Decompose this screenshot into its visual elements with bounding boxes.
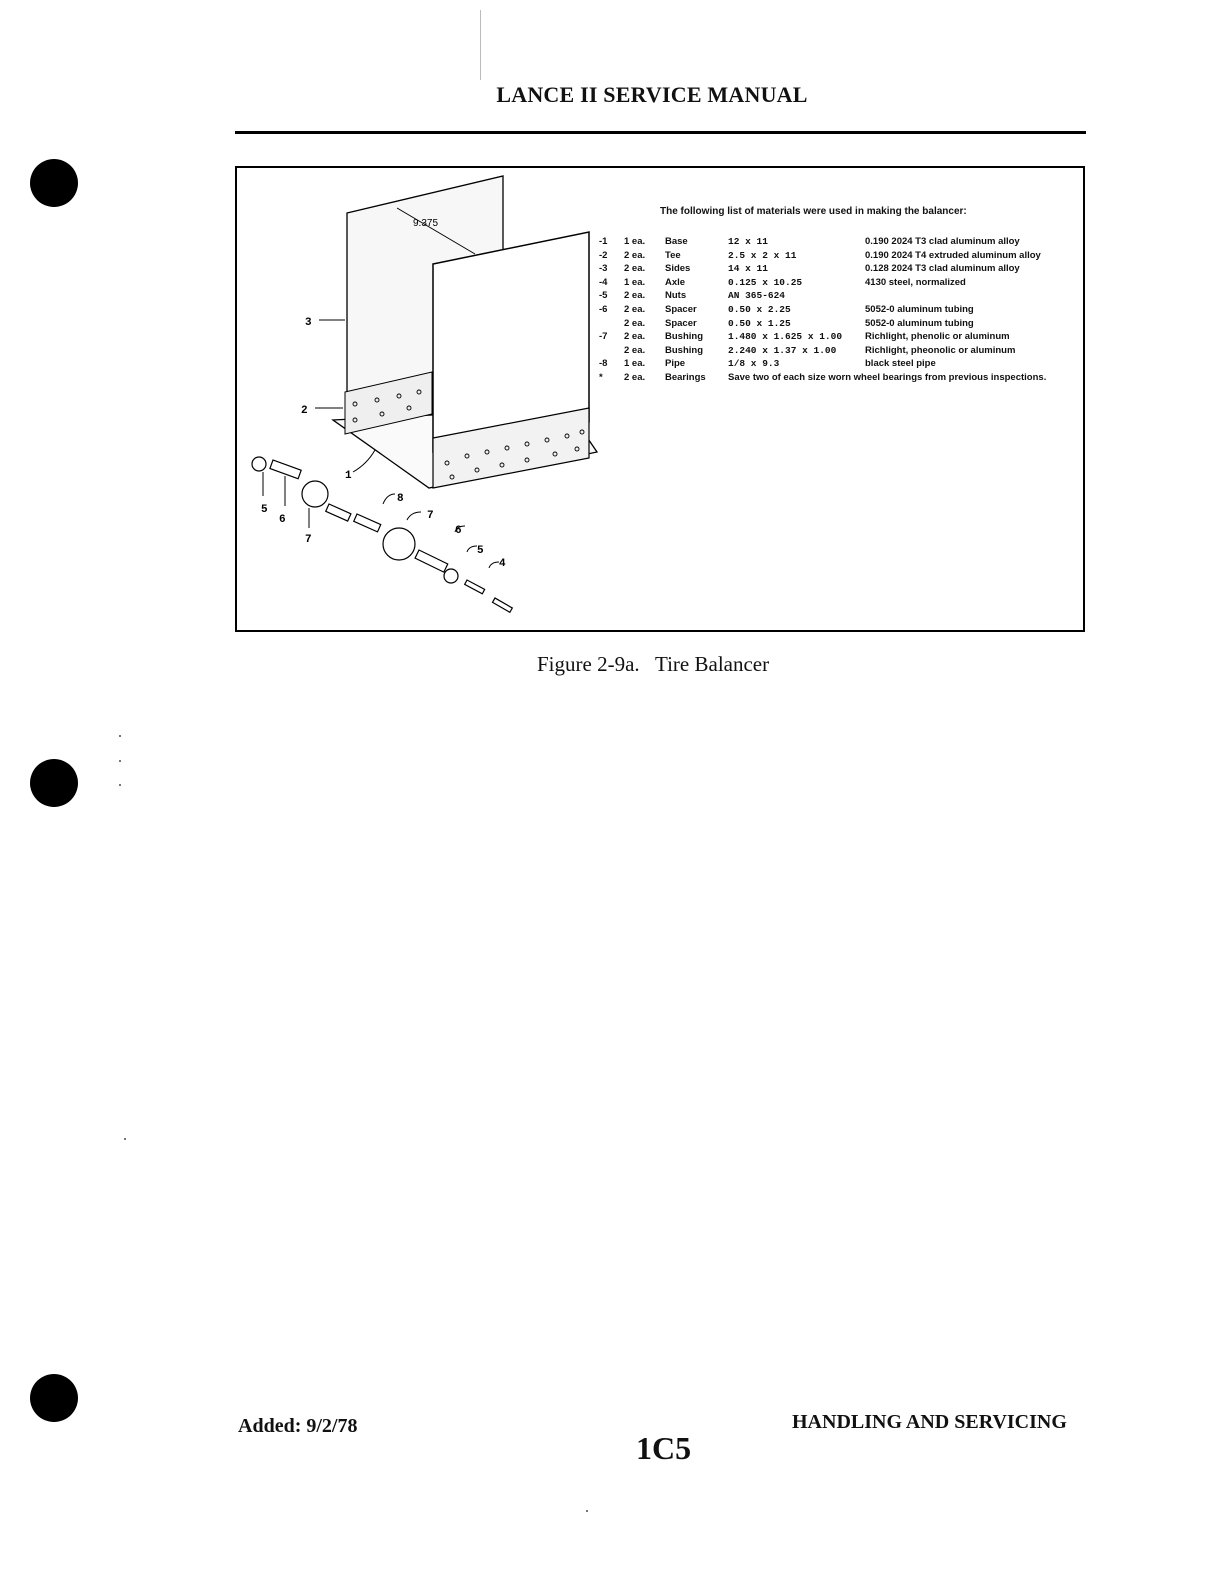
materials-qty: 2 ea.	[624, 344, 646, 356]
materials-size: Save two of each size worn wheel bearings from previous inspections.	[728, 371, 1047, 383]
materials-material: 0.190 2024 T4 extruded aluminum alloy	[865, 249, 1041, 261]
footer-page-code: 1C5	[636, 1430, 692, 1466]
materials-row	[599, 344, 1083, 358]
callout-7b: 7	[427, 510, 434, 522]
materials-part: Pipe	[665, 358, 686, 370]
materials-size: 0.50 x 1.25	[728, 317, 791, 329]
materials-row	[599, 317, 1083, 331]
materials-part: Bearings	[665, 371, 706, 383]
materials-intro: The following list of materials were used in making the balancer:	[660, 206, 967, 217]
materials-size: AN 365-624	[728, 290, 786, 302]
materials-row	[599, 249, 1083, 263]
callout-4: 4	[499, 558, 506, 570]
callout-3: 3	[305, 317, 312, 329]
materials-ref: *	[599, 371, 603, 383]
materials-row	[599, 303, 1083, 317]
materials-ref: -1	[599, 236, 608, 247]
materials-size: 0.50 x 2.25	[728, 303, 791, 315]
callout-6: 6	[279, 514, 286, 526]
materials-part: Tee	[665, 249, 681, 261]
binder-hole-bottom	[30, 1374, 78, 1422]
materials-qty: 2 ea.	[624, 331, 646, 343]
materials-material: 0.128 2024 T3 clad aluminum alloy	[865, 263, 1020, 275]
materials-part: Nuts	[665, 290, 687, 302]
materials-material: black steel pipe	[865, 358, 936, 370]
callout-1: 1	[345, 470, 352, 482]
callout-2: 2	[301, 405, 308, 417]
binder-hole-top	[30, 159, 78, 207]
header-rule	[235, 131, 1086, 134]
materials-material: 5052-0 aluminum tubing	[865, 317, 974, 329]
scan-speck	[119, 784, 121, 786]
materials-ref: -4	[599, 276, 608, 288]
callout-7: 7	[305, 534, 312, 546]
bushing-left	[302, 481, 328, 507]
materials-material: Richlight, phenolic or aluminum	[865, 331, 1010, 343]
figure-tire-balancer	[235, 166, 1085, 632]
materials-material: 0.190 2024 T3 clad aluminum alloy	[865, 236, 1020, 247]
footer-section-title: HANDLING AND SERVICING	[792, 1411, 1067, 1433]
materials-part: Sides	[665, 263, 691, 275]
materials-row	[599, 330, 1083, 344]
materials-qty: 2 ea.	[624, 317, 646, 329]
materials-part: Spacer	[665, 317, 697, 329]
figure-caption: Figure 2-9a. Tire Balancer	[537, 652, 770, 676]
materials-material	[865, 289, 1083, 303]
materials-row	[599, 276, 1083, 290]
nut-right	[444, 569, 458, 583]
materials-part: Spacer	[665, 303, 697, 315]
scan-speck	[586, 1510, 588, 1512]
materials-part: Bushing	[665, 331, 703, 343]
materials-part: Base	[665, 236, 688, 247]
materials-part: Bushing	[665, 344, 703, 356]
materials-qty: 1 ea.	[624, 236, 646, 247]
scan-speck	[119, 760, 121, 762]
materials-row	[599, 289, 1083, 303]
page-header-title: LANCE II SERVICE MANUAL	[496, 82, 808, 107]
bushing-right	[383, 528, 415, 560]
materials-material: 5052-0 aluminum tubing	[865, 303, 974, 315]
axle	[465, 580, 485, 594]
spacer-left	[270, 460, 301, 479]
materials-ref: -7	[599, 331, 608, 343]
materials-ref: -3	[599, 263, 608, 275]
materials-qty: 2 ea.	[624, 303, 646, 315]
materials-size: 12 x 11	[728, 236, 768, 247]
dimension-label: 9.375	[413, 218, 439, 229]
materials-size: 0.125 x 10.25	[728, 276, 803, 288]
scan-speck	[119, 735, 121, 737]
materials-size: 2.5 x 2 x 11	[728, 249, 797, 261]
materials-ref: -6	[599, 303, 608, 315]
materials-size: 14 x 11	[728, 263, 768, 275]
materials-ref: -8	[599, 358, 608, 370]
materials-ref	[599, 317, 624, 331]
materials-qty: 1 ea.	[624, 358, 646, 370]
spacer-mid	[326, 504, 351, 521]
materials-part: Axle	[665, 276, 686, 288]
callout-6b: 6	[455, 525, 462, 537]
materials-row	[599, 371, 1083, 385]
axle-tip	[493, 598, 513, 612]
materials-qty: 2 ea.	[624, 371, 646, 383]
materials-ref	[599, 344, 624, 358]
materials-row	[599, 262, 1083, 276]
materials-size: 2.240 x 1.37 x 1.00	[728, 344, 837, 356]
materials-ref: -2	[599, 249, 608, 261]
materials-qty: 1 ea.	[624, 276, 646, 288]
scan-speck	[480, 10, 481, 80]
materials-row	[599, 235, 1083, 249]
callout-5: 5	[261, 504, 268, 516]
materials-size: 1.480 x 1.625 x 1.00	[728, 331, 843, 343]
materials-table	[599, 235, 1083, 385]
callout-8: 8	[397, 493, 404, 505]
footer-added-date: Added: 9/2/78	[238, 1415, 358, 1437]
materials-material: Richlight, pheonolic or aluminum	[865, 344, 1016, 356]
callout-5b: 5	[477, 545, 484, 557]
materials-ref: -5	[599, 290, 608, 302]
materials-qty: 2 ea.	[624, 290, 646, 302]
binder-hole-middle	[30, 759, 78, 807]
spacer-right	[415, 550, 448, 572]
materials-qty: 2 ea.	[624, 249, 646, 261]
materials-size: 1/8 x 9.3	[728, 358, 780, 370]
materials-material: 4130 steel, normalized	[865, 276, 966, 288]
materials-qty: 2 ea.	[624, 263, 646, 275]
scan-speck	[124, 1138, 126, 1140]
pipe	[354, 514, 381, 532]
nut-left	[252, 457, 266, 471]
materials-row	[599, 357, 1083, 371]
